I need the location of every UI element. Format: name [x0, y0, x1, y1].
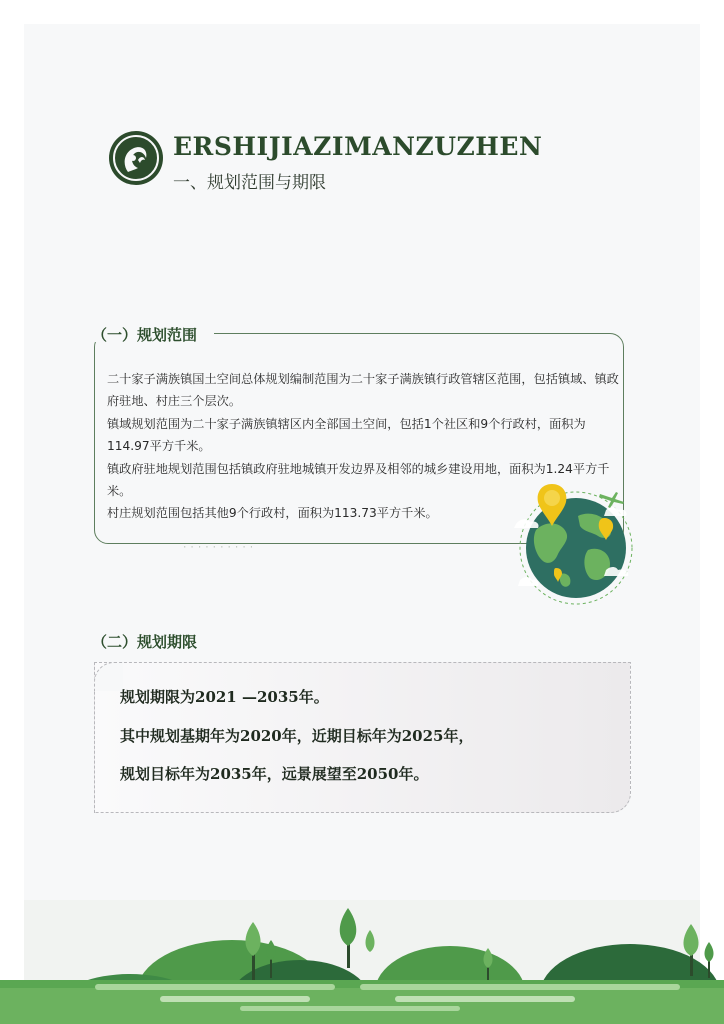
section1-paragraph: 村庄规划范围包括其他9个行政村，面积为113.73平方千米。 — [107, 506, 438, 521]
brand-title: ERSHIJIAZIMANZUZHEN — [173, 132, 543, 161]
section2-title: （二）规划期限 — [92, 633, 198, 651]
section1-paragraph: 镇政府驻地规划范围包括镇政府驻地城镇开发边界及相邻的城乡建设用地，面积为1.24平方千米。 — [107, 461, 610, 499]
page-subtitle: 一、规划范围与期限 — [173, 173, 326, 193]
section2-line: 规划目标年为2035年，远景展望至2050年。 — [120, 765, 429, 783]
decorative-dots: ·········· — [182, 543, 257, 553]
section2-line: 其中规划基期年为2020年，近期目标年为2025年， — [120, 727, 474, 745]
globe-with-map-pins-icon — [506, 480, 644, 606]
section1-title: （一）规划范围 — [92, 326, 198, 344]
hills-and-trees-illustration — [0, 900, 724, 1024]
section1-paragraph: 二十家子满族镇国土空间总体规划编制范围为二十家子满族镇行政管辖区范围，包括镇域、镇政府驻地、村庄三个层次。 — [107, 372, 619, 409]
section2-line: 规划期限为2021 —2035年。 — [120, 688, 329, 706]
section1-paragraph: 镇域规划范围为二十家子满族镇辖区内全部国土空间，包括1个社区和9个行政村，面积为114.97平方千米。 — [107, 416, 586, 454]
phoenix-logo-icon — [108, 130, 164, 186]
